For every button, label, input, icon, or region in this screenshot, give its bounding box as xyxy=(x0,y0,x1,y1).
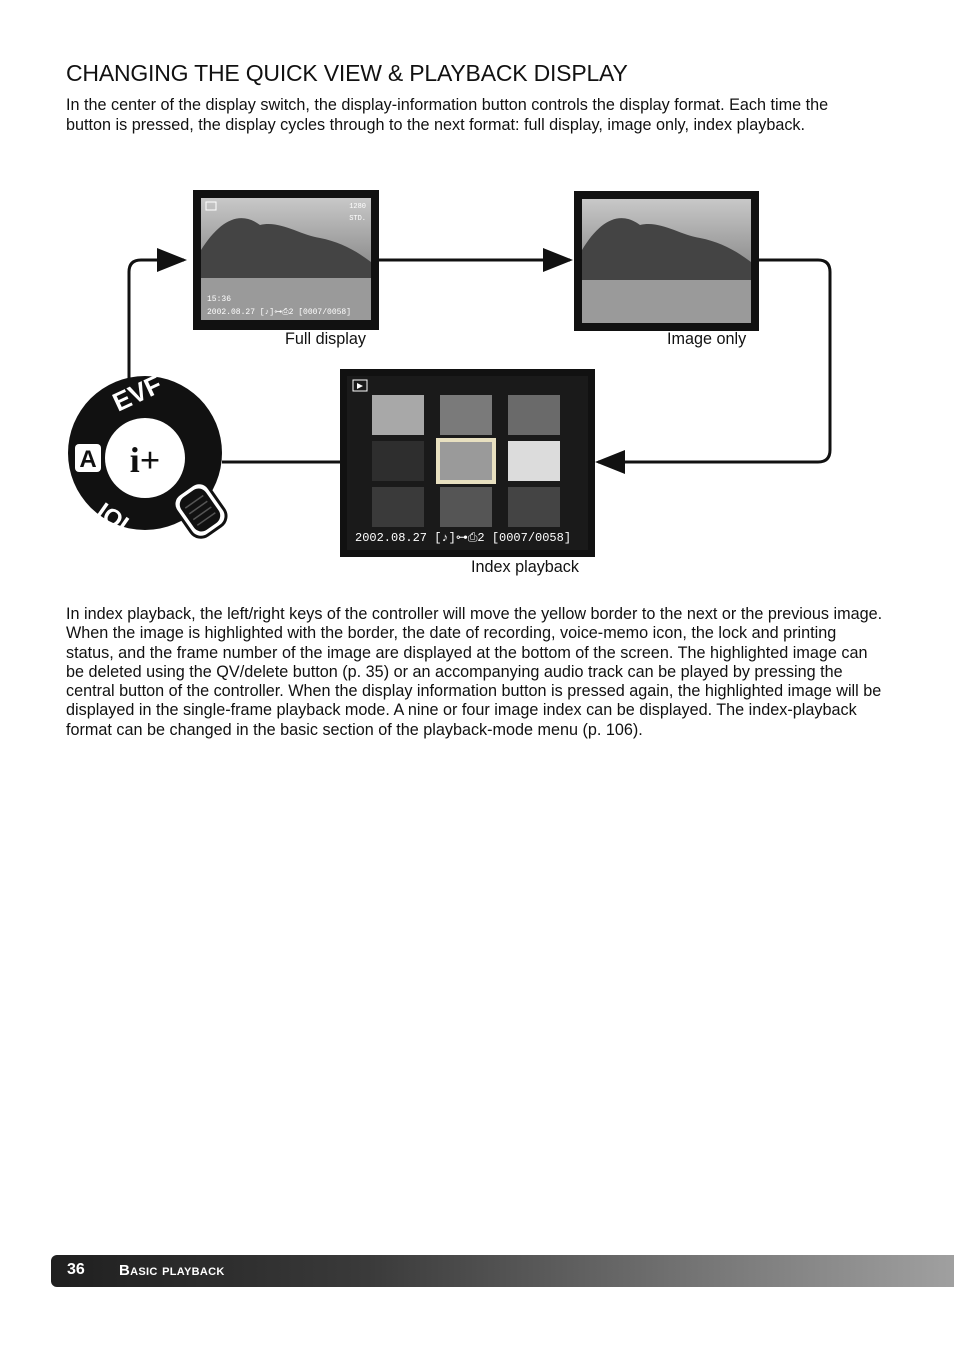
info-button-label: i+ xyxy=(129,440,161,480)
thumbnail xyxy=(440,487,492,527)
display-cycle-diagram xyxy=(0,180,954,600)
image-only-screen xyxy=(574,191,759,331)
index-info-line: 2002.08.27 [♪]⊶⎙2 [0007/0058] xyxy=(355,531,572,545)
intro-paragraph: In the center of the display switch, the display-information button controls the display format. Each time the button is pressed, the display cycles through to the next format: full display, image only, index playback. xyxy=(66,96,829,134)
index-playback-paragraph: In index playback, the left/right keys of the controller will move the yellow border to the next or the previous image. When the image is highlighted with the border, the date of recording, voice-memo icon, the lock and printing status, and the frame number of the image are displayed at the bottom of the screen. The highlighted image can be deleted using the QV/delete button (p. 35) or an accompanying audio track can be played by pressing the central button of the controller. When the display information button is pressed again, the highlighted image will be displayed in the single-frame playback mode. A nine or four image index can be displayed. The index-playback format can be changed in the basic section of the playback-mode menu (p. 106). xyxy=(66,605,883,739)
page-title: CHANGING THE QUICK VIEW & PLAYBACK DISPLAY xyxy=(66,60,628,86)
page-footer xyxy=(51,1255,954,1287)
index-thumbnails xyxy=(372,395,560,527)
index-playback-screen xyxy=(340,369,595,557)
auto-mode-label: A xyxy=(79,446,97,473)
thumbnail xyxy=(508,441,560,481)
thumbnail xyxy=(372,487,424,527)
arrow-to-full-display xyxy=(129,260,184,380)
thumbnail xyxy=(508,395,560,435)
resolution-readout: 1280 xyxy=(349,203,366,211)
caption-image-only: Image only xyxy=(667,330,747,348)
full-display-info-line: 2002.08.27 [♪]⊶⎙2 [0007/0058] xyxy=(207,308,352,317)
thumbnail xyxy=(508,487,560,527)
thumbnail xyxy=(372,395,424,435)
thumbnail xyxy=(440,395,492,435)
page-number: 36 xyxy=(67,1261,85,1278)
caption-index-playback: Index playback xyxy=(471,558,579,576)
section-name: Basic playback xyxy=(119,1262,225,1279)
monitor-icon: IOI xyxy=(91,497,134,539)
full-display-screen xyxy=(193,190,379,330)
quality-readout: STD. xyxy=(349,215,366,223)
time-readout: 15:36 xyxy=(207,295,232,304)
thumbnail xyxy=(372,441,424,481)
caption-full-display: Full display xyxy=(285,330,366,348)
evf-label: EVF xyxy=(107,368,167,418)
display-switch-dial xyxy=(68,369,231,542)
